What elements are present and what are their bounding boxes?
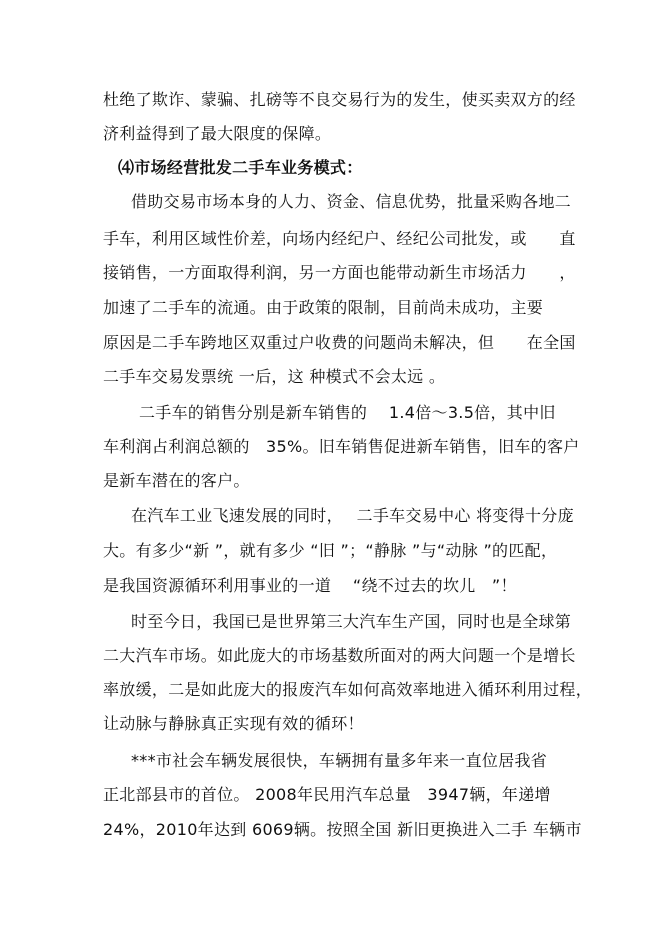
text-line-14: 大。有多少“新 ”，就有多少 “旧 ”；“静脉 ”与“动脉 ”的匹配， [103, 541, 558, 560]
text-line-10: 二手车的销售分别是新车销售的 1.4倍～3.5倍，其中旧 [139, 403, 556, 422]
text-line-5: 手车，利用区域性价差，向场内经纪户、经纪公司批发，或 直 [103, 229, 576, 248]
text-line-19: 让动脉与静脉真正实现有效的循环！ [103, 714, 364, 733]
text-line-22: 24%，2010年达到 6069辆。按照全国 新旧更换进入二手 车辆市 [103, 820, 582, 839]
text-line-12: 是新车潜在的客户。 [103, 471, 250, 490]
section-heading: ⑷市场经营批发二手车业务模式： [118, 158, 363, 177]
text-line-20: ***市社会车辆发展很快，车辆拥有量多年来一直位居我省 [131, 751, 548, 770]
text-line-17: 二大汽车市场。如此庞大的市场基数所面对的两大问题一个是增长 [103, 646, 576, 665]
text-line-1: 杜绝了欺诈、蒙骗、扎磅等不良交易行为的发生，使买卖双方的经 [103, 90, 576, 109]
text-line-15: 是我国资源循环利用事业的一道 “绕不过去的坎儿 ”！ [103, 576, 517, 595]
text-line-18: 率放缓，二是如此庞大的报废汽车如何高效率地进入循环利用过程， [103, 680, 593, 699]
text-line-21: 正北部县市的首位。 2008年民用汽车总量 3947辆，年递增 [103, 785, 551, 804]
text-line-6: 接销售，一方面取得利润，另一方面也能带动新生市场活力 ， [103, 263, 576, 282]
text-line-7: 加速了二手车的流通。由于政策的限制，目前尚未成功，主要 [103, 298, 544, 317]
text-line-4: 借助交易市场本身的人力、资金、信息优势，批量采购各地二 [131, 192, 572, 211]
text-line-11: 车利润占利润总额的 35%。旧车销售促进新车销售，旧车的客户 [103, 437, 580, 456]
text-line-8: 原因是二手车跨地区双重过户收费的问题尚未解决，但 在全国 [103, 333, 576, 352]
text-line-13: 在汽车工业飞速发展的同时， 二手车交易中心 将变得十分庞 [131, 506, 574, 525]
text-line-16: 时至今日，我国已是世界第三大汽车生产国，同时也是全球第 [131, 612, 572, 631]
text-line-9: 二手车交易发票统 一后，这 种模式不会太远 。 [103, 367, 446, 386]
text-line-2: 济利益得到了最大限度的保障。 [103, 124, 332, 143]
